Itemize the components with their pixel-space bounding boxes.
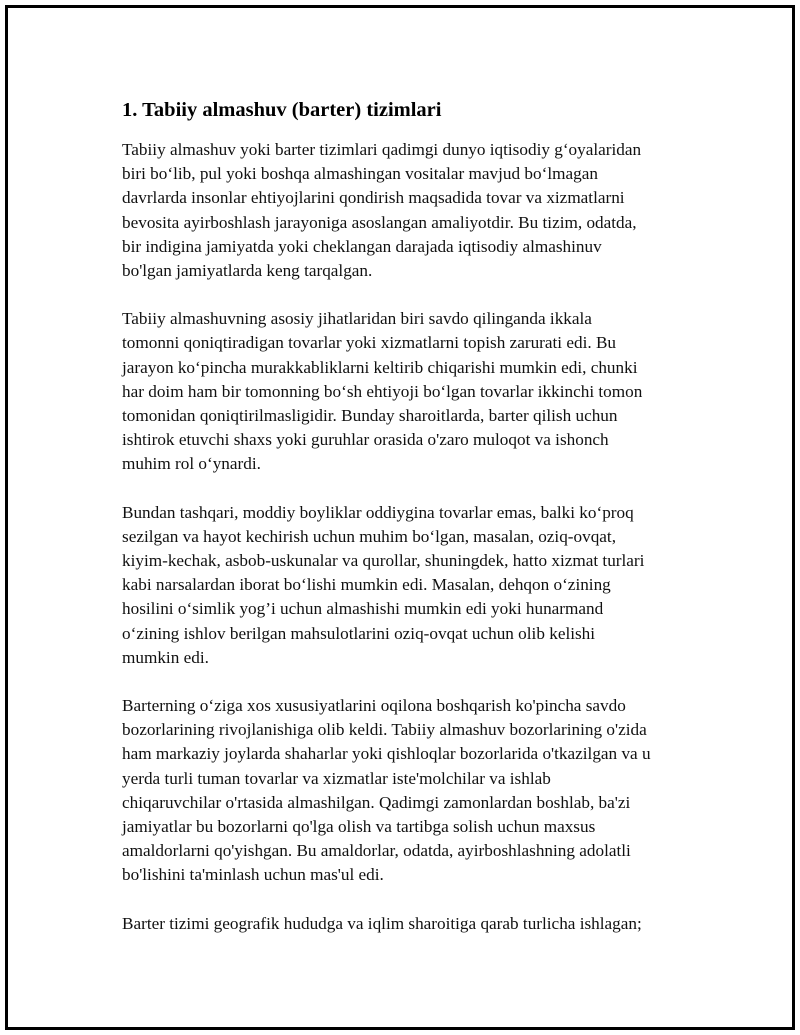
text-line: o‘zining ishlov berilgan mahsulotlarini oziq-ovqat uchun olib kelishi: [122, 623, 596, 643]
text-line: hosilini o‘simlik yog’i uchun almashishi mumkin edi yoki hunarmand: [122, 599, 604, 619]
text-line: Tabiiy almashuv yoki barter tizimlari qadimgi dunyo iqtisodiy g‘oyalaridan: [122, 140, 642, 159]
text-line: davrlarda insonlar ehtiyojlarini qondirish maqsadida tovar va xizmatlarni: [122, 188, 625, 208]
text-line: yerda turli tuman tovarlar va xizmatlar iste'molchilar va ishlab: [122, 768, 551, 788]
paragraph: [122, 912, 697, 936]
text-line: ham markaziy joylarda shaharlar yoki qishloqlar bozorlarida o'tkazilgan va u: [122, 744, 651, 764]
text-line: bozorlarining rivojlanishiga olib keldi. Tabiiy almashuv bozorlarining o'zida: [122, 720, 647, 740]
text-line: tomonni qoniqtiradigan tovarlar yoki xizmatlarni topish zarurati edi. Bu: [122, 333, 617, 353]
text-line: biri bo‘lib, pul yoki boshqa almashingan vositalar mavjud bo‘lmagan: [122, 164, 598, 184]
text-line: Bundan tashqari, moddiy boyliklar oddiygina tovarlar emas, balki ko‘proq: [122, 502, 634, 522]
text-line: bo'lgan jamiyatlarda keng tarqalgan.: [122, 261, 373, 281]
text-line: kiyim-kechak, asbob-uskunalar va qurollar, shuningdek, hatto xizmat turlari: [122, 551, 645, 571]
text-line: bir indigina jamiyatda yoki cheklangan darajada iqtisodiy almashinuv: [122, 236, 602, 256]
text-line: ishtirok etuvchi shaxs yoki guruhlar orasida o'zaro muloqot va ishonch: [122, 430, 609, 450]
text-line: Barter tizimi geografik hududga va iqlim sharoitiga qarab turlicha ishlagan;: [122, 913, 642, 933]
text-line: jamiyatlar bu bozorlarni qo'lga olish va tartibga solish uchun maxsus: [122, 817, 596, 837]
text-line: sezilgan va hayot kechirish uchun muhim bo‘lgan, masalan, oziq-ovqat,: [122, 526, 617, 546]
document-body: [122, 96, 697, 960]
paragraph: [122, 694, 697, 888]
paragraph: [122, 501, 697, 670]
paragraph-list: [122, 138, 697, 936]
text-line: bo'lishini ta'minlash uchun mas'ul edi.: [122, 865, 384, 885]
text-line: tomonidan qoniqtirilmasligidir. Bunday sharoitlarda, barter qilish uchun: [122, 406, 618, 426]
text-line: muhim rol o‘ynardi.: [122, 454, 261, 474]
text-line: jarayon ko‘pincha murakkabliklarni keltirib chiqarishi mumkin edi, chunki: [122, 357, 638, 377]
text-line: kabi narsalardan iborat bo‘lishi mumkin edi. Masalan, dehqon o‘zining: [122, 575, 611, 595]
text-line: bevosita ayirboshlash jarayoniga asoslangan amaliyotdir. Bu tizim, odatda,: [122, 212, 637, 232]
text-line: chiqaruvchilar o'rtasida almashilgan. Qadimgi zamonlardan boshlab, ba'zi: [122, 792, 631, 812]
paragraph: [122, 307, 697, 476]
text-line: mumkin edi.: [122, 647, 209, 667]
paragraph: [122, 138, 697, 283]
text-line: amaldorlarni qo'yishgan. Bu amaldorlar, odatda, ayirboshlashning adolatli: [122, 841, 631, 861]
text-line: Barterning o‘ziga xos xususiyatlarini oqilona boshqarish ko'pincha savdo: [122, 696, 626, 716]
text-line: Tabiiy almashuvning asosiy jihatlaridan biri savdo qilinganda ikkala: [122, 309, 592, 329]
section-heading: 1. Tabiiy almashuv (barter) tizimlari: [122, 99, 442, 121]
page-border: [5, 5, 795, 1030]
text-line: har doim ham bir tomonning bo‘sh ehtiyoji bo‘lgan tovarlar ikkinchi tomon: [122, 381, 643, 401]
